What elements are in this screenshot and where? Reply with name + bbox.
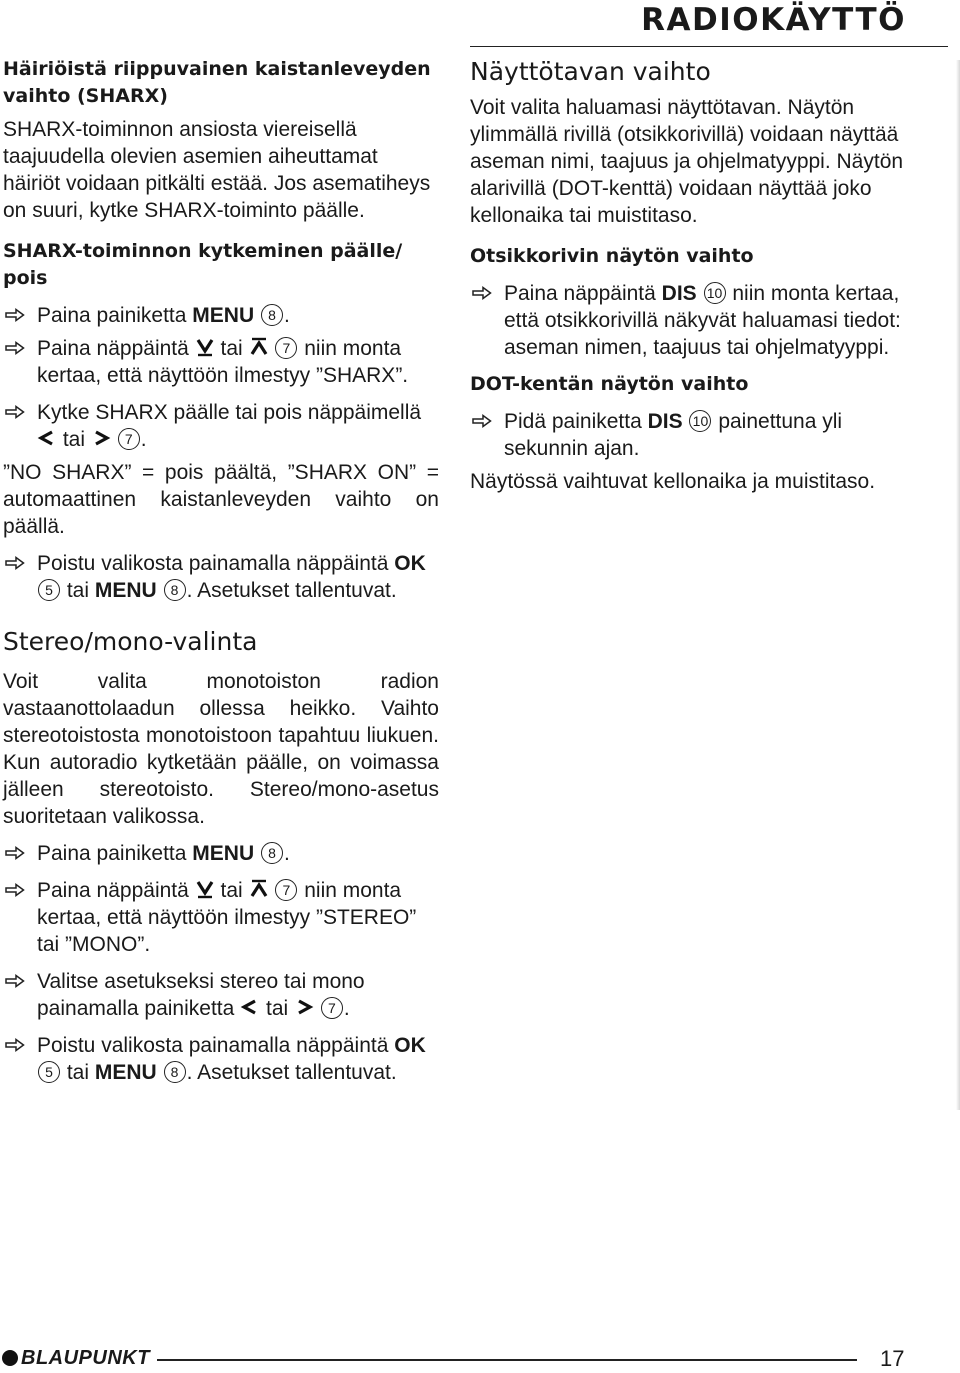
instruction-step [3,840,439,867]
down-arrow-key-icon [195,879,215,899]
key-number-badge: 5 [38,1061,60,1083]
instruction-step [3,1032,439,1086]
down-arrow-key-icon [195,337,215,357]
step-text: tai [220,879,243,902]
key-label: MENU [192,304,255,327]
sharx-heading: Häiriöistä riippuvainen kaistanleveyden vaihto (SHARX) [3,58,431,107]
key-label: MENU [192,842,255,865]
key-number-badge: 7 [321,997,343,1019]
step-text: Valitse asetukseksi stereo tai mono painamalla painiketta [37,970,365,1020]
hollow-arrow-icon [472,286,492,300]
step-text: Paina painiketta [37,304,187,327]
dot-heading: DOT-kentän näytön vaihto [470,373,749,395]
instruction-step [3,968,439,1022]
header-line-heading: Otsikkorivin näytön vaihto [470,245,754,267]
instruction-step [3,302,439,329]
dot-note: Näytössä vaihtuvat kellonaika ja muistitaso. [470,470,876,493]
key-number-badge: 7 [275,879,297,901]
step-text: . Asetukset tallentuvat. [186,1061,397,1084]
key-number-badge: 8 [164,579,186,601]
hollow-arrow-icon [5,405,25,419]
step-text: . [283,304,290,327]
step-text: Paina painiketta [37,842,187,865]
brand-logo [2,1347,150,1369]
step-text: tai [265,997,289,1020]
instruction-step [470,280,910,361]
right-chevron-icon [91,428,111,448]
step-text: tai [66,579,90,602]
sharx-note: ”NO SHARX” = pois päältä, ”SHARX ON” = automaattinen kaistanleveyden vaihto on päällä. [3,461,439,538]
step-text: niin monta kertaa, että näyttöön ilmestyy ”SHARX”. [37,337,409,387]
display-intro: Voit valita haluamasi näyttötavan. Näytön ylimmällä rivillä (otsikkorivillä) voidaan näyttää aseman nimi, taajuus ja ohjelmatyyppi. Näytön alarivillä (DOT-kenttä) voidaan näyttää joko kellonaika tai muistitaso. [470,96,904,227]
hollow-arrow-icon [5,556,25,570]
brand-dot-icon [2,1350,18,1366]
sharx-intro: SHARX-toiminnon ansiosta viereisellä taajuudella olevien asemien aiheuttamat häiriöt voidaan pitkälti estää. Jos asematiheys on suuri, kytke SHARX-toiminto päälle. [3,118,431,222]
step-text: Paina näppäintä [504,282,656,305]
step-text: . [343,997,350,1020]
sharx-switch-heading: SHARX-toiminnon kytkeminen päälle/ pois [3,240,403,289]
key-number-badge: 7 [118,428,140,450]
key-label: OK [394,552,426,575]
section-title: RADIOKÄYTTÖ [641,2,906,38]
right-chevron-icon [294,997,314,1017]
instruction-step [470,408,910,462]
stereo-heading: Stereo/mono-valinta [3,627,258,656]
left-column [3,56,439,1086]
step-text: niin monta kertaa, että otsikkorivillä näkyvät haluamasi tiedot: aseman nimen, taajuus tai ohjelmatyyppi. [504,282,901,359]
up-arrow-key-icon [249,879,269,899]
page-header [470,0,948,47]
key-number-badge: 5 [38,579,60,601]
step-text: . Asetukset tallentuvat. [186,579,397,602]
key-label: OK [394,1034,426,1057]
step-text: . [283,842,290,865]
key-label: MENU [94,1061,157,1084]
step-text: tai [66,1061,90,1084]
hollow-arrow-icon [5,341,25,355]
hollow-arrow-icon [5,974,25,988]
hollow-arrow-icon [5,883,25,897]
key-number-badge: 8 [261,304,283,326]
up-arrow-key-icon [249,337,269,357]
step-text: Paina näppäintä [37,337,189,360]
key-label: DIS [647,410,683,433]
footer-rule [157,1359,857,1361]
left-chevron-icon [240,997,260,1017]
display-heading: Näyttötavan vaihto [470,57,711,86]
step-text: tai [62,428,86,451]
hollow-arrow-icon [5,846,25,860]
key-label: DIS [661,282,697,305]
key-label: MENU [94,579,157,602]
instruction-step [3,877,439,958]
brand-wordmark: BLAUPUNKT [21,1346,150,1369]
step-text: . [140,428,147,451]
instruction-step [3,335,439,389]
step-text: Poistu valikosta painamalla näppäintä [37,552,389,575]
key-number-badge: 7 [275,337,297,359]
step-text: tai [220,337,243,360]
step-text: niin monta kertaa, että näyttöön ilmestyy ”STEREO” tai ”MONO”. [37,879,417,956]
key-number-badge: 10 [704,282,726,304]
step-text: Kytke SHARX päälle tai pois näppäimellä [37,401,422,424]
instruction-step [3,550,439,604]
instruction-step [3,399,439,453]
step-text: Pidä painiketta [504,410,642,433]
key-number-badge: 8 [164,1061,186,1083]
page-edge-shadow [956,60,960,1110]
key-number-badge: 10 [689,410,711,432]
hollow-arrow-icon [5,308,25,322]
right-column [470,56,910,495]
hollow-arrow-icon [5,1038,25,1052]
page-number: 17 [880,1346,905,1371]
stereo-intro: Voit valita monotoiston radion vastaanottolaadun ollessa heikko. Vaihto stereotoistosta monotoistoon tapahtuu liukuen. Kun autoradio kytketään päälle, on voimassa jälleen stereotoisto. Stereo/mono-asetus suoritetaan valikossa. [3,670,439,828]
page-footer [0,1343,960,1373]
key-number-badge: 8 [261,842,283,864]
step-text: Poistu valikosta painamalla näppäintä [37,1034,389,1057]
hollow-arrow-icon [472,414,492,428]
step-text: painettuna yli sekunnin ajan. [504,410,843,460]
left-chevron-icon [37,428,57,448]
step-text: Paina näppäintä [37,879,189,902]
